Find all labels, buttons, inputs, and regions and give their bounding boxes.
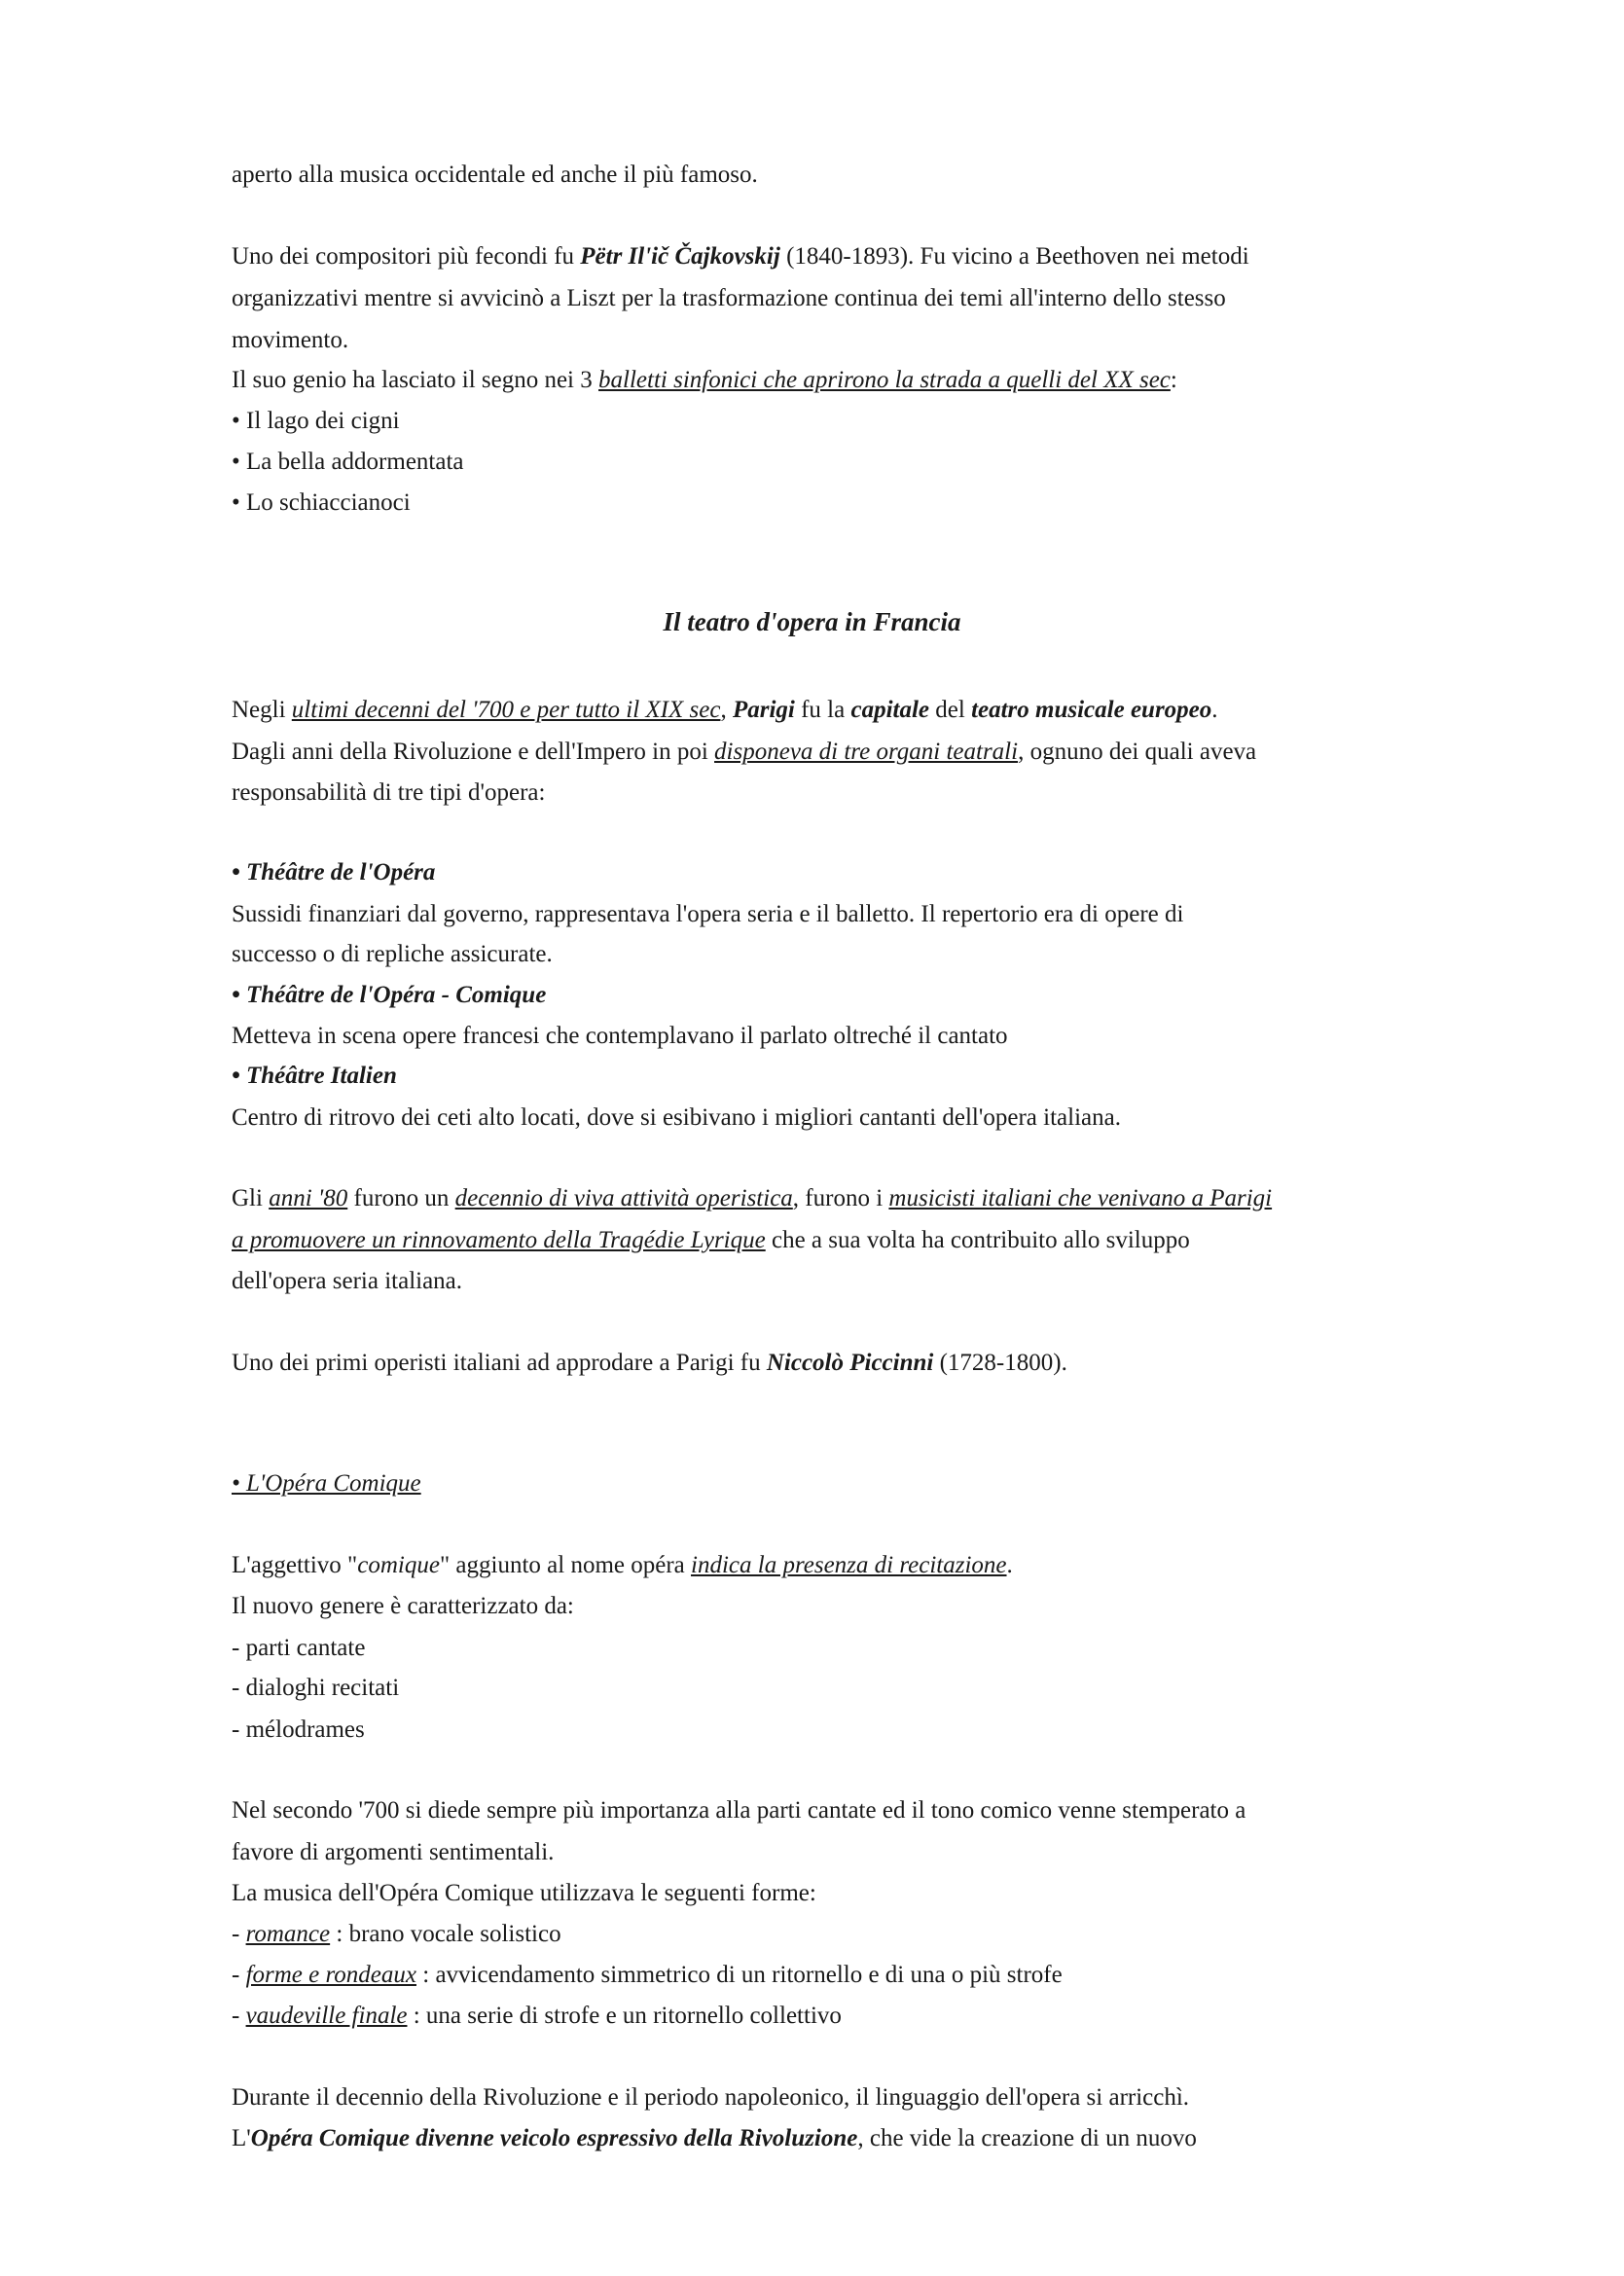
composer-name: Niccolò Piccinni — [766, 1350, 934, 1376]
paragraph-line: Durante il decennio della Rivoluzione e il periodo napoleonico, il linguaggio dell'opera si arricchì. — [232, 2084, 1190, 2111]
list-item — [232, 2000, 842, 2033]
paragraph-line — [232, 736, 1256, 769]
paragraph-line: Nel secondo '700 si diede sempre più importanza alla parti cantate ed il tono comico venne stemperato a — [232, 1797, 1246, 1824]
list-item — [232, 1959, 1063, 1992]
paragraph-line — [232, 2122, 1197, 2155]
underlined-text: disponeva di tre organi teatrali — [714, 739, 1019, 765]
text: dell'opera seria italiana. — [232, 1268, 463, 1294]
text: : una serie di strofe e un ritornello collettivo — [407, 2003, 842, 2029]
text: responsabilità di tre tipi d'opera: — [232, 779, 546, 806]
paragraph-line: Metteva in scena opere francesi che contemplavano il parlato oltreché il cantato — [232, 1023, 1008, 1049]
paragraph-line — [232, 159, 758, 192]
list-item: - parti cantate — [232, 1635, 366, 1661]
form-term: vaudeville finale — [245, 2003, 408, 2029]
list-item: - dialoghi recitati — [232, 1675, 400, 1701]
paragraph-line — [232, 1549, 1013, 1582]
paragraph-line: Sussidi finanziari dal governo, rappresentava l'opera seria e il balletto. Il repertorio era di opere di — [232, 901, 1184, 927]
text: . — [1211, 697, 1218, 723]
emphasis: capitale — [850, 697, 930, 723]
ballet-title: • La bella addormentata — [232, 449, 464, 475]
text: del — [929, 697, 972, 723]
text: L' — [232, 2125, 251, 2151]
composer-name: Pëtr Il'ič Čajkovskij — [580, 243, 780, 270]
text: : — [1170, 367, 1177, 393]
paragraph-line — [232, 1265, 462, 1298]
paragraph-line: successo o di repliche assicurate. — [232, 941, 553, 967]
text: L'aggettivo " — [232, 1552, 358, 1578]
text: (1728-1800). — [933, 1350, 1067, 1376]
paragraph-line — [232, 282, 1226, 315]
paragraph-line — [232, 1224, 1190, 1257]
underlined-text: musicisti italiani che venivano a Parigi — [888, 1185, 1273, 1211]
underlined-text: indica la presenza di recitazione — [691, 1552, 1007, 1578]
text: : avvicendamento simmetrico di un ritornello e di una o più strofe — [416, 1962, 1063, 1988]
text: (1840-1893). Fu vicino a Beethoven nei metodi — [779, 243, 1249, 270]
text: movimento. — [232, 327, 349, 353]
text: " aggiunto al nome opéra — [439, 1552, 692, 1578]
paragraph-line: La musica dell'Opéra Comique utilizzava le seguenti forme: — [232, 1880, 816, 1906]
ballet-title: • Lo schiaccianoci — [232, 489, 411, 516]
paragraph-line: Centro di ritrovo dei ceti alto locati, dove si esibivano i migliori cantanti dell'opera italiana. — [232, 1104, 1121, 1131]
subsection-heading: • L'Opéra Comique — [232, 1470, 421, 1497]
paragraph-line — [232, 1347, 1067, 1380]
text: furono un — [347, 1185, 455, 1211]
text: , — [720, 697, 733, 723]
text: - — [232, 2003, 246, 2029]
text: aperto alla musica occidentale ed anche il più famoso. — [232, 162, 758, 188]
list-item: - mélodrames — [232, 1716, 365, 1743]
text: : brano vocale solistico — [330, 1921, 561, 1947]
emphasis: Opéra Comique divenne veicolo espressivo della Rivoluzione — [250, 2125, 858, 2151]
underlined-text: anni '80 — [269, 1185, 348, 1211]
text: Uno dei primi operisti italiani ad approdare a Parigi fu — [232, 1350, 767, 1376]
text: , furono i — [792, 1185, 889, 1211]
list-item — [232, 405, 400, 438]
italic-text: comique — [357, 1552, 440, 1578]
section-title: Il teatro d'opera in Francia — [663, 607, 961, 636]
text: organizzativi mentre si avvicinò a Liszt per la trasformazione continua dei temi all'interno dello stesso — [232, 285, 1226, 311]
text: Il suo genio ha lasciato il segno nei 3 — [232, 367, 599, 393]
text: , che vide la creazione di un nuovo — [857, 2125, 1197, 2151]
text: . — [1006, 1552, 1013, 1578]
text: Gli — [232, 1185, 270, 1211]
paragraph-line — [232, 240, 1249, 273]
underlined-text: a promuovere un rinnovamento della Tragédie Lyrique — [232, 1227, 766, 1253]
paragraph-line: favore di argomenti sentimentali. — [232, 1839, 555, 1865]
form-term: forme e rondeaux — [245, 1962, 416, 1988]
text: - — [232, 1921, 246, 1947]
emphasis: teatro musicale europeo — [971, 697, 1212, 723]
text: , ognuno dei quali aveva — [1018, 739, 1257, 765]
form-term: romance — [245, 1921, 331, 1947]
theatre-heading: • Théâtre de l'Opéra - Comique — [232, 982, 547, 1008]
ballet-title: • Il lago dei cigni — [232, 408, 400, 434]
text: che a sua volta ha contribuito allo sviluppo — [765, 1227, 1190, 1253]
paragraph-line — [232, 1182, 1272, 1215]
paragraph-line — [232, 364, 1177, 397]
paragraph-line: Il nuovo genere è caratterizzato da: — [232, 1593, 574, 1619]
text: - — [232, 1962, 246, 1988]
paragraph-line — [232, 777, 545, 810]
text: Negli — [232, 697, 292, 723]
list-item — [232, 446, 464, 479]
underlined-text: ultimi decenni del '700 e per tutto il XIX sec — [291, 697, 721, 723]
list-item — [232, 487, 411, 520]
paragraph-line — [232, 324, 348, 357]
paragraph-line — [232, 694, 1218, 727]
emphasis: Parigi — [732, 697, 795, 723]
list-item — [232, 1918, 561, 1951]
text: Uno dei compositori più fecondi fu — [232, 243, 581, 270]
theatre-heading: • Théâtre Italien — [232, 1063, 397, 1089]
underlined-text: balletti sinfonici che aprirono la strada a quelli del XX sec — [598, 367, 1171, 393]
underlined-text: decennio di viva attività operistica — [454, 1185, 793, 1211]
text: Dagli anni della Rivoluzione e dell'Impero in poi — [232, 739, 715, 765]
theatre-heading: • Théâtre de l'Opéra — [232, 859, 436, 885]
text: fu la — [794, 697, 851, 723]
